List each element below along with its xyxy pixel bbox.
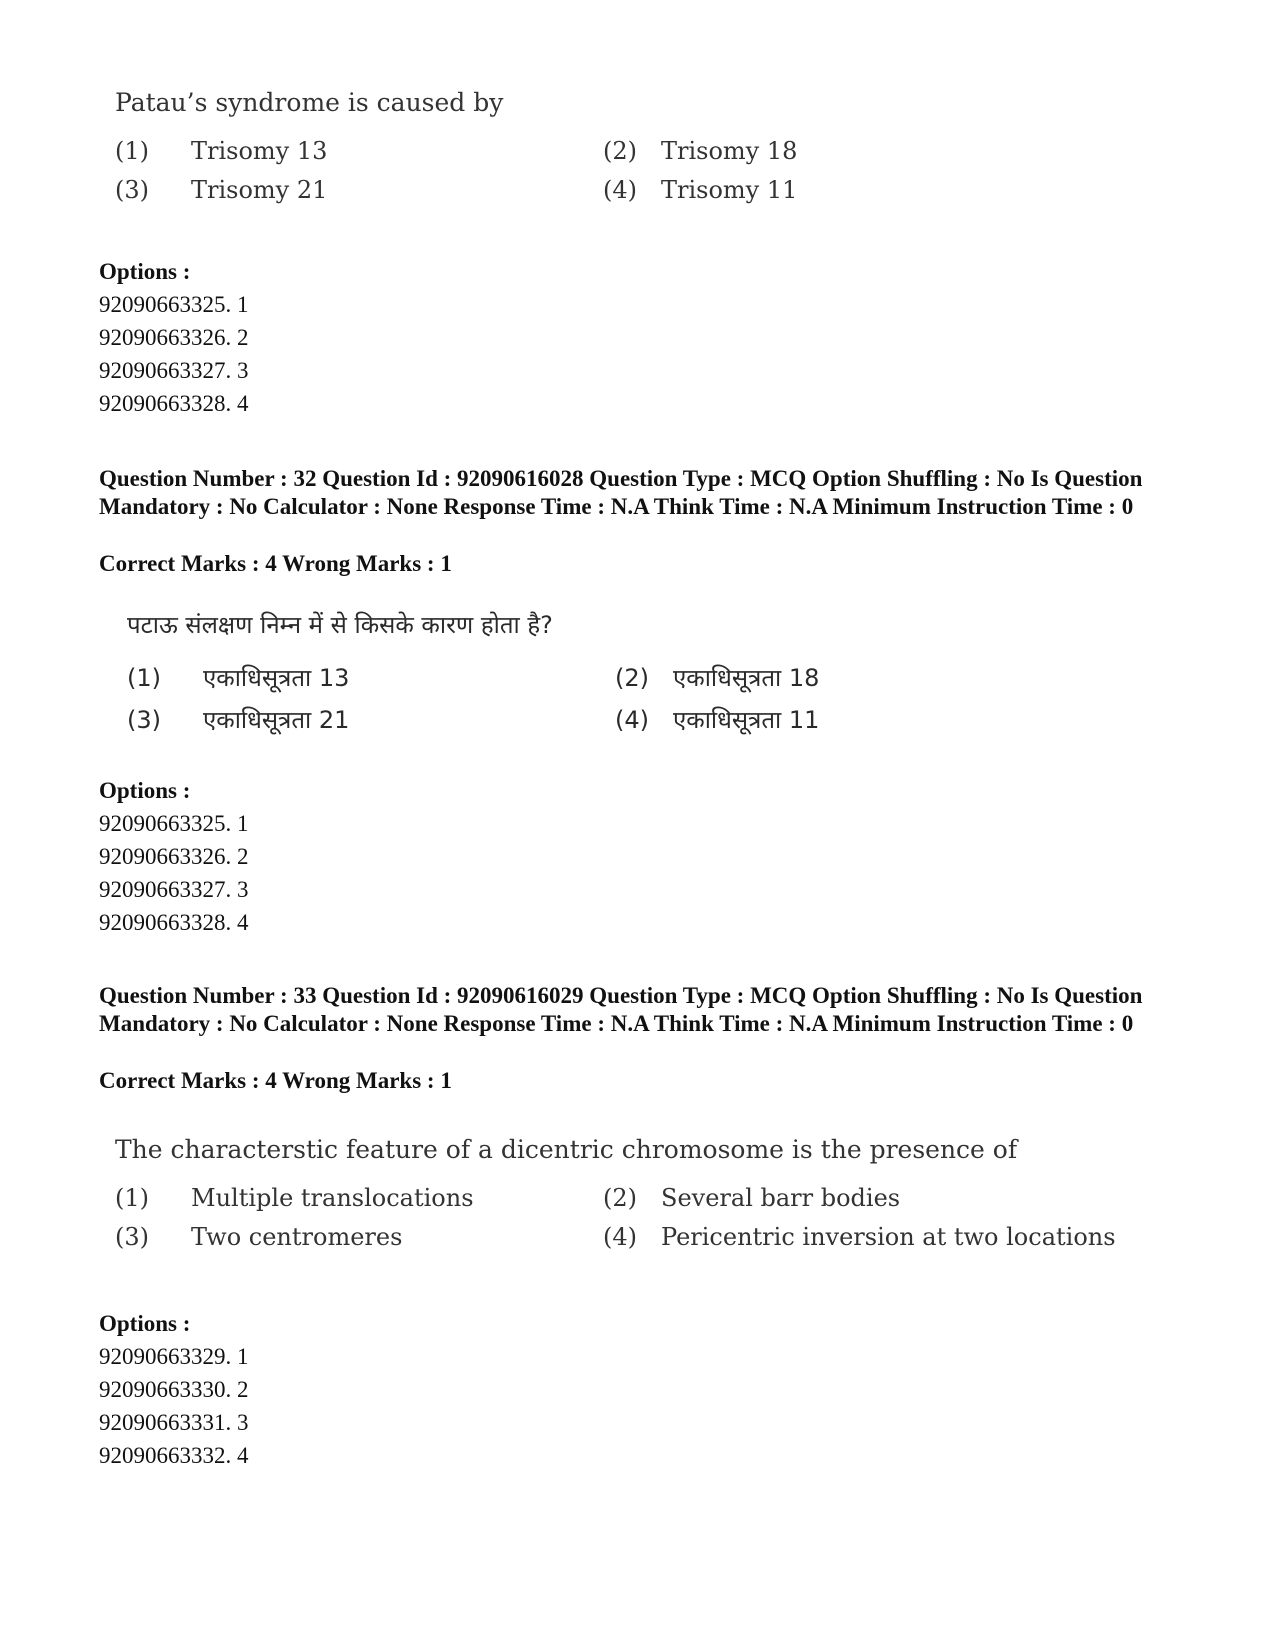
choice-1 xyxy=(115,137,327,165)
option-line: 92090663325. 1 xyxy=(99,292,249,317)
option-line: 92090663327. 3 xyxy=(99,358,249,383)
choice-number: (1) xyxy=(127,664,161,692)
choice-2 xyxy=(603,1184,900,1212)
choice-text: एकाधिसूत्रता 11 xyxy=(673,706,820,734)
options-title: Options : xyxy=(99,1311,191,1336)
question-text: The characterstic feature of a dicentric chromosome is the presence of xyxy=(115,1135,1018,1164)
choice-number: (3) xyxy=(115,1223,149,1251)
choice-number: (4) xyxy=(603,1223,637,1251)
choice-text: Trisomy 21 xyxy=(191,176,328,204)
choice-number: (1) xyxy=(115,137,149,165)
choice-3 xyxy=(115,1223,402,1251)
question-meta: Question Number : 32 Question Id : 92090616028 Question Type : MCQ Option Shuffling : No Is Question Mandatory : No Calculator : None Response Time : N.A Think Time : N.A Minimum Instruction Time : 0 xyxy=(99,466,1143,519)
choice-text: एकाधिसूत्रता 18 xyxy=(673,664,820,692)
choice-text: एकाधिसूत्रता 13 xyxy=(203,664,350,692)
option-line: 92090663327. 3 xyxy=(99,877,249,902)
choice-number: (4) xyxy=(603,176,637,204)
question-text: Patau’s syndrome is caused by xyxy=(115,88,504,117)
choice-number: (3) xyxy=(115,176,149,204)
option-line: 92090663332. 4 xyxy=(99,1443,249,1468)
choice-3 xyxy=(115,176,327,204)
choice-number: (2) xyxy=(615,664,649,692)
choice-4 xyxy=(615,703,819,736)
choice-text: Two centromeres xyxy=(191,1223,403,1251)
choice-number: (4) xyxy=(615,706,649,734)
option-line: 92090663331. 3 xyxy=(99,1410,249,1435)
choice-number: (3) xyxy=(127,706,161,734)
question-marks: Correct Marks : 4 Wrong Marks : 1 xyxy=(99,551,452,576)
option-line: 92090663330. 2 xyxy=(99,1377,249,1402)
choice-4 xyxy=(603,176,797,204)
options-title: Options : xyxy=(99,259,191,284)
choice-1 xyxy=(127,661,349,694)
choice-text: Multiple translocations xyxy=(191,1184,474,1212)
question-marks: Correct Marks : 4 Wrong Marks : 1 xyxy=(99,1068,452,1093)
choice-text: Pericentric inversion at two locations xyxy=(661,1223,1116,1251)
choice-text: Trisomy 11 xyxy=(661,176,798,204)
options-title: Options : xyxy=(99,778,191,803)
option-line: 92090663329. 1 xyxy=(99,1344,249,1369)
option-line: 92090663326. 2 xyxy=(99,325,249,350)
choice-text: एकाधिसूत्रता 21 xyxy=(203,706,350,734)
choice-text: Trisomy 13 xyxy=(191,137,328,165)
choice-3 xyxy=(127,703,349,736)
choice-4 xyxy=(603,1223,1116,1251)
option-line: 92090663325. 1 xyxy=(99,811,249,836)
question-text: पटाऊ संलक्षण निम्न में से किसके कारण होता है? xyxy=(127,611,553,639)
option-line: 92090663328. 4 xyxy=(99,391,249,416)
choice-text: Trisomy 18 xyxy=(661,137,798,165)
choice-number: (2) xyxy=(603,137,637,165)
option-line: 92090663326. 2 xyxy=(99,844,249,869)
option-line: 92090663328. 4 xyxy=(99,910,249,935)
choice-1 xyxy=(115,1184,474,1212)
choice-2 xyxy=(615,661,819,694)
choice-2 xyxy=(603,137,797,165)
question-meta: Question Number : 33 Question Id : 92090616029 Question Type : MCQ Option Shuffling : No Is Question Mandatory : No Calculator : None Response Time : N.A Think Time : N.A Minimum Instruction Time : 0 xyxy=(99,983,1143,1036)
choice-number: (2) xyxy=(603,1184,637,1212)
choice-text: Several barr bodies xyxy=(661,1184,901,1212)
choice-number: (1) xyxy=(115,1184,149,1212)
